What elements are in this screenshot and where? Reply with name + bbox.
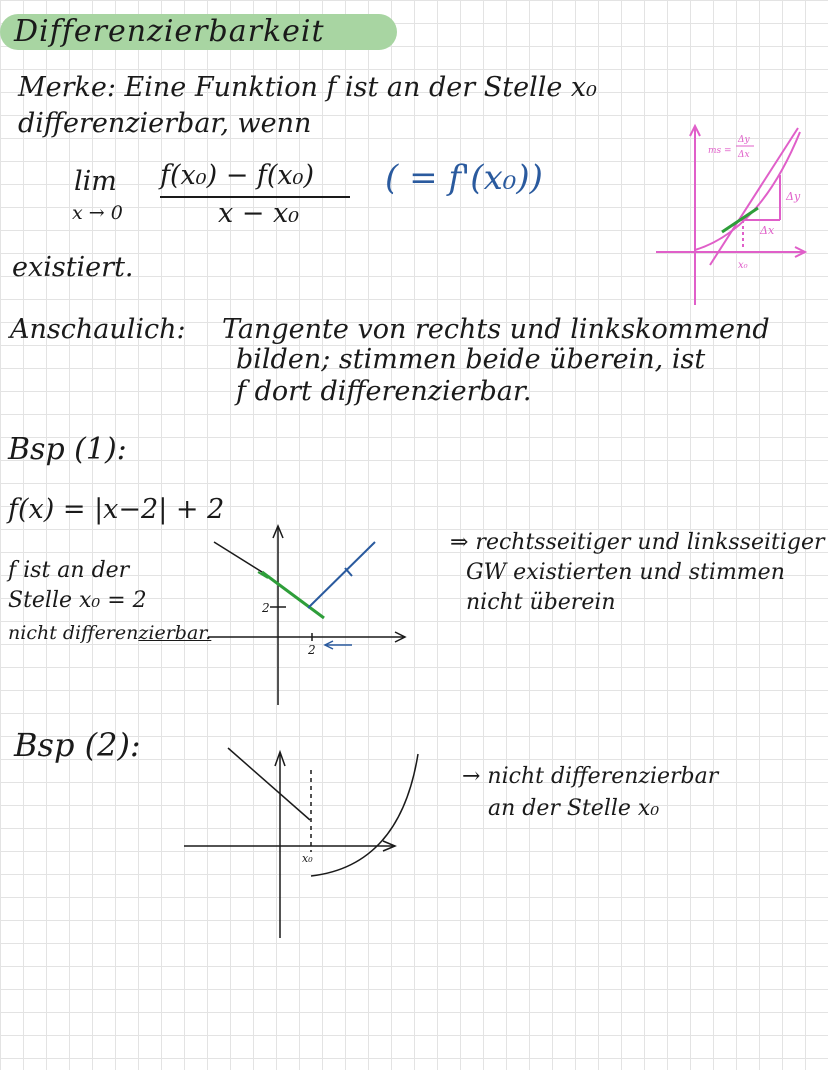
merke-line-2: differenzierbar, wenn	[18, 108, 312, 139]
bsp1-graph	[200, 520, 415, 710]
merke-line-3: existiert.	[12, 252, 134, 283]
fraction-numerator: f(x₀) − f(x₀)	[160, 160, 315, 191]
bsp1-function: f(x) = |x−2| + 2	[8, 494, 225, 525]
dx-label: Δx	[760, 224, 775, 237]
fraction-denominator: x − x₀	[218, 198, 300, 229]
x-tick-label: 2	[308, 643, 316, 657]
left-branch-green	[262, 572, 324, 618]
bsp1-heading: Bsp (1):	[8, 432, 127, 467]
bsp1-note-2: Stelle x₀ = 2	[8, 588, 147, 613]
dy-label: Δy	[786, 190, 801, 203]
ms-frac-num: Δy	[738, 135, 750, 145]
limit-subscript: x → 0	[72, 202, 123, 224]
x0-label: x₀	[738, 260, 748, 271]
x0-label: x₀	[302, 852, 313, 865]
merke-line-1: Merke: Eine Funktion f ist an der Stelle x₀	[18, 72, 597, 103]
bsp1-right-1: ⇒ rechtsseitiger und linksseitiger	[450, 530, 825, 555]
bsp2-right-1: → nicht differenzierbar	[462, 764, 719, 789]
bsp1-note-1: f ist an der	[8, 558, 130, 583]
limit-symbol: lim	[74, 166, 117, 197]
anschaulich-line-2: bilden; stimmen beide überein, ist	[236, 344, 706, 375]
right-branch	[311, 754, 418, 876]
bsp2-heading: Bsp (2):	[14, 726, 141, 764]
left-branch-upper	[214, 542, 262, 572]
page-title: Differenzierbarkeit	[14, 14, 325, 49]
secant-diagram	[650, 120, 820, 310]
y-tick-label: 2	[262, 601, 270, 615]
anschaulich-line-3: f dort differenzierbar.	[236, 376, 532, 407]
bsp2-right-2: an der Stelle x₀	[488, 796, 660, 821]
anschaulich-line-1: Tangente von rechts und linkskommend	[222, 314, 770, 345]
bsp1-note-3: nicht differenzierbar.	[8, 622, 212, 644]
bsp1-right-2: GW existierten und stimmen	[466, 560, 785, 585]
ms-label: ms =	[708, 146, 732, 156]
right-branch-blue	[308, 542, 375, 608]
left-branch	[228, 748, 310, 820]
anschaulich-label: Anschaulich:	[10, 314, 186, 345]
bsp1-right-3: nicht überein	[466, 590, 616, 615]
ms-frac-den: Δx	[738, 150, 750, 160]
derivative-notation: ( = f'(x₀))	[385, 158, 543, 198]
bsp2-graph	[180, 740, 425, 945]
